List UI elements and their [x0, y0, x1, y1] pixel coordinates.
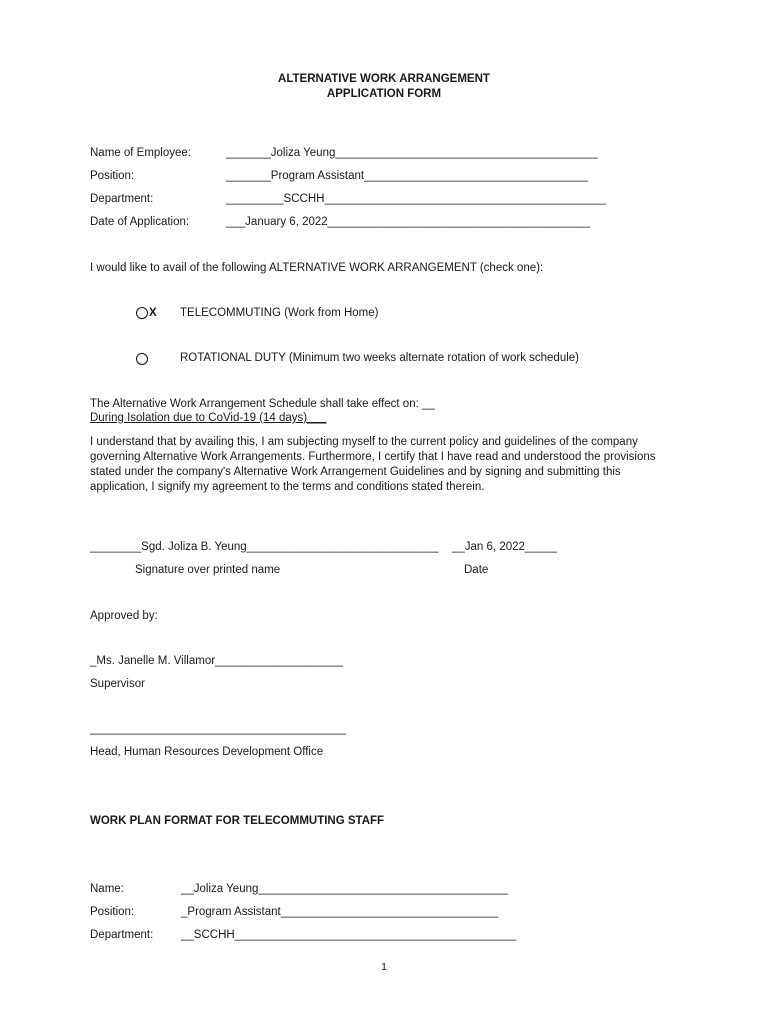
signature-caption: Signature over printed name	[135, 564, 281, 576]
supervisor-caption: Supervisor	[90, 678, 145, 690]
schedule-line2: During Isolation due to CoVid-19 (14 days)___	[90, 412, 327, 424]
department-label: Department:	[90, 193, 154, 205]
approved-by-label: Approved by:	[90, 610, 158, 622]
supervisor-name-line: _Ms. Janelle M. Villamor____________________	[90, 655, 343, 667]
hr-signature-line: ________________________________________	[90, 723, 346, 735]
option-telecommuting-radio[interactable]	[136, 307, 157, 319]
radio-circle-icon	[136, 353, 148, 365]
work-plan-name-label: Name:	[90, 883, 124, 895]
employee-name-label: Name of Employee:	[90, 147, 191, 159]
position-value: _______Program Assistant___________________________________	[226, 170, 588, 182]
schedule-line1: The Alternative Work Arrangement Schedule shall take effect on: __	[90, 398, 435, 410]
work-plan-position-value: _Program Assistant__________________________________	[181, 906, 499, 918]
avail-prompt: I would like to avail of the following ALTERNATIVE WORK ARRANGEMENT (check one):	[90, 262, 544, 274]
page-number: 1	[381, 961, 387, 973]
date-of-application-label: Date of Application:	[90, 216, 190, 228]
radio-circle-icon	[136, 307, 148, 319]
work-plan-department-label: Department:	[90, 929, 154, 941]
signature-date-line: __Jan 6, 2022_____	[452, 541, 557, 553]
checked-mark: X	[149, 307, 157, 320]
employee-name-value: _______Joliza Yeung_________________________________________	[226, 147, 598, 159]
option-telecommuting-label: TELECOMMUTING (Work from Home)	[180, 307, 379, 319]
position-label: Position:	[90, 170, 135, 182]
work-plan-position-label: Position:	[90, 906, 135, 918]
department-value: _________SCCHH____________________________________________	[226, 193, 606, 205]
hr-caption: Head, Human Resources Development Office	[90, 746, 324, 758]
work-plan-department-value: __SCCHH____________________________________________	[181, 929, 517, 941]
option-rotational-label: ROTATIONAL DUTY (Minimum two weeks alternate rotation of work schedule)	[180, 352, 580, 364]
signature-line: ________Sgd. Joliza B. Yeung______________________________	[90, 541, 439, 553]
form-title-line1: ALTERNATIVE WORK ARRANGEMENT	[278, 73, 490, 85]
work-plan-title: WORK PLAN FORMAT FOR TELECOMMUTING STAFF	[90, 815, 385, 827]
option-rotational-radio[interactable]	[136, 353, 148, 365]
work-plan-name-value: __Joliza Yeung_______________________________________	[181, 883, 508, 895]
date-of-application-value: ___January 6, 2022_________________________________________	[226, 216, 590, 228]
certification-paragraph: I understand that by availing this, I am subjecting myself to the current policy and guidelines of the company governing Alternative Work Arrangements. Furthermore, I certify that I have read and understood the provisions stated under the company's Alternative Work Arrangement Guidelines and by signing and submitting this application, I signify my agreement to the terms and conditions stated therein.	[90, 436, 656, 493]
form-title-line2: APPLICATION FORM	[326, 88, 442, 100]
date-caption: Date	[464, 564, 489, 576]
